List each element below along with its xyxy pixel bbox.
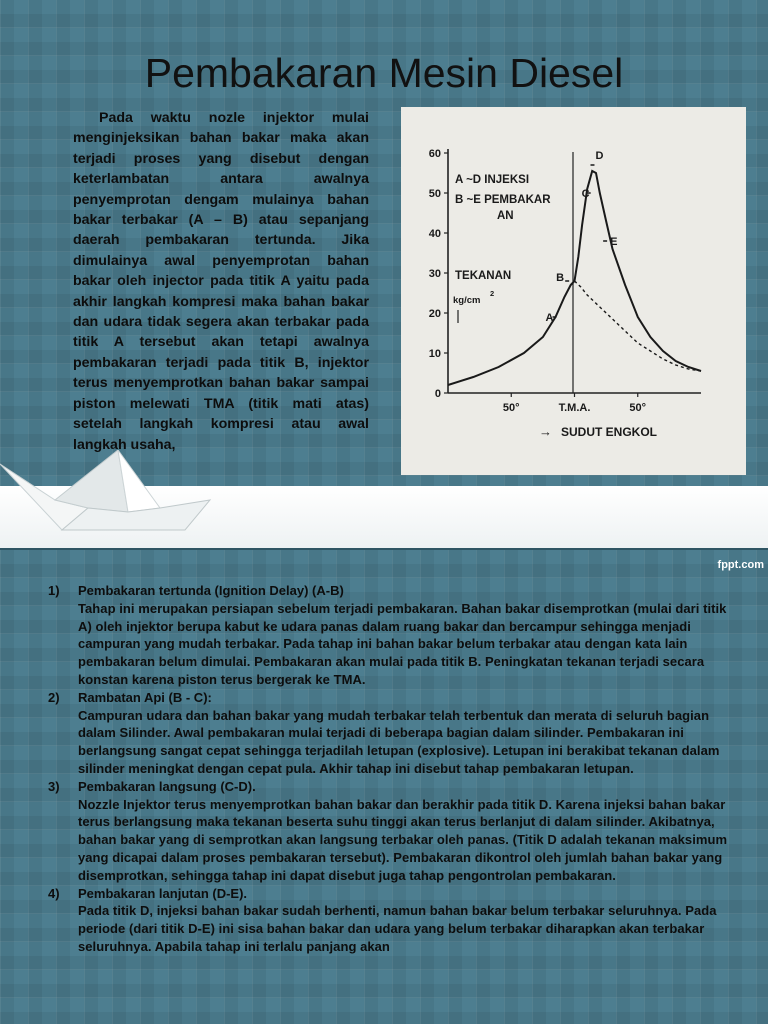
pressure-chart [401, 107, 746, 475]
step-body: Tahap ini merupakan persiapan sebelum terjadi pembakaran. Bahan bakar disemprotkan (mulai dari titik A) oleh injektor berupa kabut ke udara panas dalam ruang bakar dan bercampur sehingga menjadi campuran yang mudah terbakar. Pada tahap ini bahan bakar belum terbakar atau dengan kata lain pembakaran belum dimulai. Pembakaran akan mulai pada titik B. Peningkatan tekanan terjadi secara konstan karena piston terus bergerak ke TMA. [78, 600, 727, 687]
slide-bottom [0, 548, 768, 1024]
paper-boat-graphic [0, 450, 215, 532]
y-unit-label-2: kg/cm [453, 295, 481, 306]
legend-line-2a: B ~E PEMBAKAR [455, 194, 551, 206]
list-item [48, 582, 728, 689]
x-tick-label: 50° [629, 402, 647, 414]
point-label-a: A [545, 312, 554, 324]
step-heading: Pembakaran langsung (C-D). [78, 778, 256, 794]
x-tick-label: 50° [502, 402, 520, 414]
slide-title: Pembakaran Mesin Diesel [144, 50, 624, 96]
y-tick-label: 0 [434, 388, 441, 400]
step-number: 4) [48, 885, 60, 901]
y-tick-label: 60 [428, 148, 441, 160]
y-tick-label: 10 [428, 348, 441, 360]
step-heading: Rambatan Api (B - C): [78, 689, 212, 705]
series-line-dashed [575, 281, 702, 371]
y-tick-label: 30 [428, 268, 441, 280]
step-heading: Pembakaran lanjutan (D-E). [78, 885, 248, 901]
list-item [48, 885, 728, 956]
step-content [78, 582, 728, 689]
step-heading: Pembakaran tertunda (Ignition Delay) (A-B) [78, 583, 344, 598]
legend-line-2b: AN [497, 210, 514, 222]
step-body: Nozzle Injektor terus menyemprotkan bahan bakar dan berakhir pada titik D. Karena injeksi bahan bakar terus berlangsung maka tekanan beserta suhu tinggi akan terus berlanjut di dalam silinder. Akibatnya, bahan bakar yang di semprotkan akan langsung terbakar oleh panas. (Titik D adalah tekanan maksimum yang dicapai dalam proses pembakaran tersebut). Pembakaran dikontrol oleh jumlah bahan bakar yang disemprotkan, sehingga tahap ini dapat disebut juga tahap pengontrolan pembakaran. [78, 796, 728, 883]
step-content [78, 778, 728, 885]
step-number: 1) [48, 583, 60, 598]
intro-paragraph: Pada waktu nozle injektor mulai menginjeksikan bahan bakar maka akan terjadi proses yang disebut dengan keterlambatan antara awalnya penyemprotan dengam mulainya bahan bakar terbakar (A – B) atau sepanjang daerah pembakaran tertunda. Jika dimulainya awal penyemprotan bahan bakar oleh injector pada titik A yaitu pada akhir langkah kompresi maka bahan bakar dan udara tidak segera akan terbakar pada titik A tersebut akan tetapi awalnya pembakaran terjadi pada titik B, injektor terus menyemprotkan bahan bakar sampai piston melewati TMA (titik mati atas) setelah langkah kompresi atau awal langkah usaha, [73, 110, 369, 453]
y-tick-label: 20 [428, 308, 441, 320]
y-unit-exponent: 2 [490, 289, 495, 298]
pressure-chart-svg [401, 107, 746, 475]
y-tick-label: 50 [428, 188, 441, 200]
point-label-e: E [610, 236, 618, 248]
y-unit-label-1: TEKANAN [455, 270, 512, 282]
y-tick-label: 40 [428, 228, 441, 240]
list-item [48, 689, 728, 778]
x-axis-arrow: → [539, 424, 552, 439]
step-number: 2) [48, 689, 60, 705]
legend-line-1: A ~D INJEKSI [455, 174, 530, 186]
steps-list [48, 582, 728, 956]
step-content [78, 885, 728, 956]
point-label-d: D [595, 150, 604, 162]
step-body: Campuran udara dan bahan bakar yang mudah terbakar telah terbentuk dan merata di seluruh bagian dalam Silinder. Awal pembakaran mulai terjadi di beberapa bagian dalam silinder. Pembakaran ini berlangsung sangat cepat sehingga terjadilah letupan (explosive). Letupan ini berakibat tekanan dalam silinder meningkat dengan cepat pula. Akhir tahap ini disebut tahap pembakaran letupan. [78, 707, 720, 776]
step-content [78, 689, 728, 778]
list-item [48, 778, 728, 885]
x-axis-label: SUDUT ENGKOL [561, 425, 657, 439]
brand-label: fppt.com [717, 559, 764, 571]
x-tick-label: T.M.A. [558, 402, 591, 414]
point-label-b: B [556, 272, 565, 284]
point-label-c: C [581, 188, 590, 200]
step-number: 3) [48, 778, 60, 794]
step-body: Pada titik D, injeksi bahan bakar sudah berhenti, namun bahan bakar belum terbakar seluruhnya. Pada periode (dari titik D-E) ini sisa bahan bakar dan udara yang belum terbakar diharapkan akan terbakar seluruhnya. Apabila tahap ini terlalu panjang akan [78, 903, 717, 954]
